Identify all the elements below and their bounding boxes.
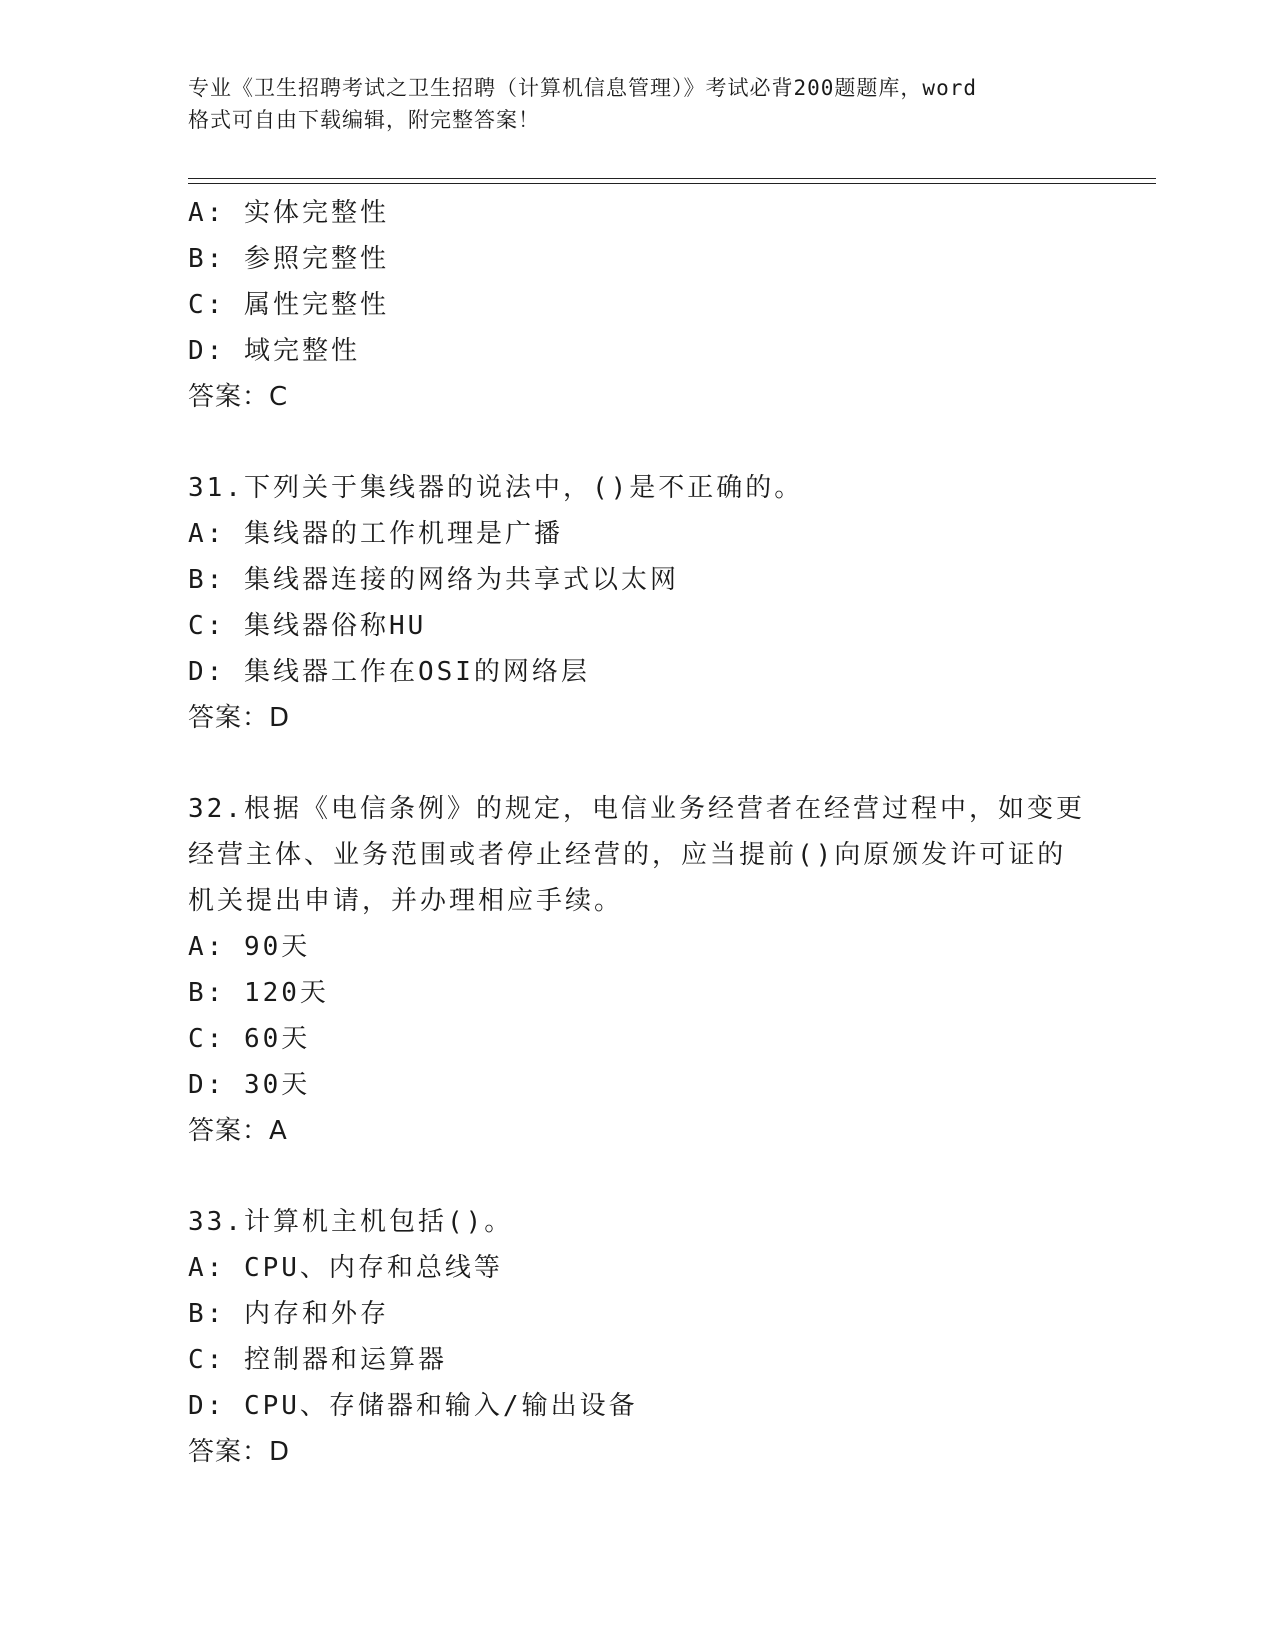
question-stem	[188, 1199, 1148, 1245]
option-d: D: 域完整性	[188, 336, 360, 366]
option-a: A: CPU、内存和总线等	[188, 1253, 503, 1283]
answer-line: 答案：C	[188, 382, 289, 412]
option-b: B: 集线器连接的网络为共享式以太网	[188, 565, 679, 595]
question-stem-line: 机关提出申请，并办理相应手续。	[188, 886, 624, 916]
option-b: B: 内存和外存	[188, 1299, 389, 1329]
question-block-32	[188, 786, 1148, 1154]
option-d: D: 30天	[188, 1070, 311, 1100]
option-b: B: 参照完整性	[188, 244, 389, 274]
option-c: C: 属性完整性	[188, 290, 389, 320]
option-c: C: 控制器和运算器	[188, 1345, 447, 1375]
question-block-31	[188, 465, 1148, 741]
answer-line: 答案：D	[188, 1437, 291, 1467]
option-a: A: 90天	[188, 932, 311, 962]
question-stem	[188, 465, 1148, 511]
question-stem-line: 33.计算机主机包括()。	[188, 1207, 514, 1237]
question-list	[188, 190, 1148, 1475]
answer-line: 答案：A	[188, 1116, 288, 1146]
header-divider-bottom	[188, 183, 1156, 184]
option-d: D: 集线器工作在OSI的网络层	[188, 657, 590, 687]
header-line-1: 专业《卫生招聘考试之卫生招聘（计算机信息管理）》考试必背200题题库，word	[188, 76, 977, 100]
question-stem-line: 经营主体、业务范围或者停止经营的，应当提前()向原颁发许可证的	[188, 840, 1067, 870]
option-b: B: 120天	[188, 978, 329, 1008]
question-stem-line: 32.根据《电信条例》的规定，电信业务经营者在经营过程中，如变更	[188, 794, 1085, 824]
header-line-2: 格式可自由下载编辑，附完整答案！	[188, 108, 540, 132]
document-header	[188, 72, 1088, 136]
question-stem-line: 31.下列关于集线器的说法中，()是不正确的。	[188, 473, 804, 503]
option-a: A: 实体完整性	[188, 198, 389, 228]
header-divider-top	[188, 178, 1156, 179]
option-c: C: 集线器俗称HU	[188, 611, 427, 641]
option-d: D: CPU、存储器和输入/输出设备	[188, 1391, 638, 1421]
question-block-33	[188, 1199, 1148, 1475]
question-stem	[188, 786, 1148, 924]
option-a: A: 集线器的工作机理是广播	[188, 519, 563, 549]
question-block-30	[188, 190, 1148, 420]
option-c: C: 60天	[188, 1024, 311, 1054]
answer-line: 答案：D	[188, 703, 291, 733]
